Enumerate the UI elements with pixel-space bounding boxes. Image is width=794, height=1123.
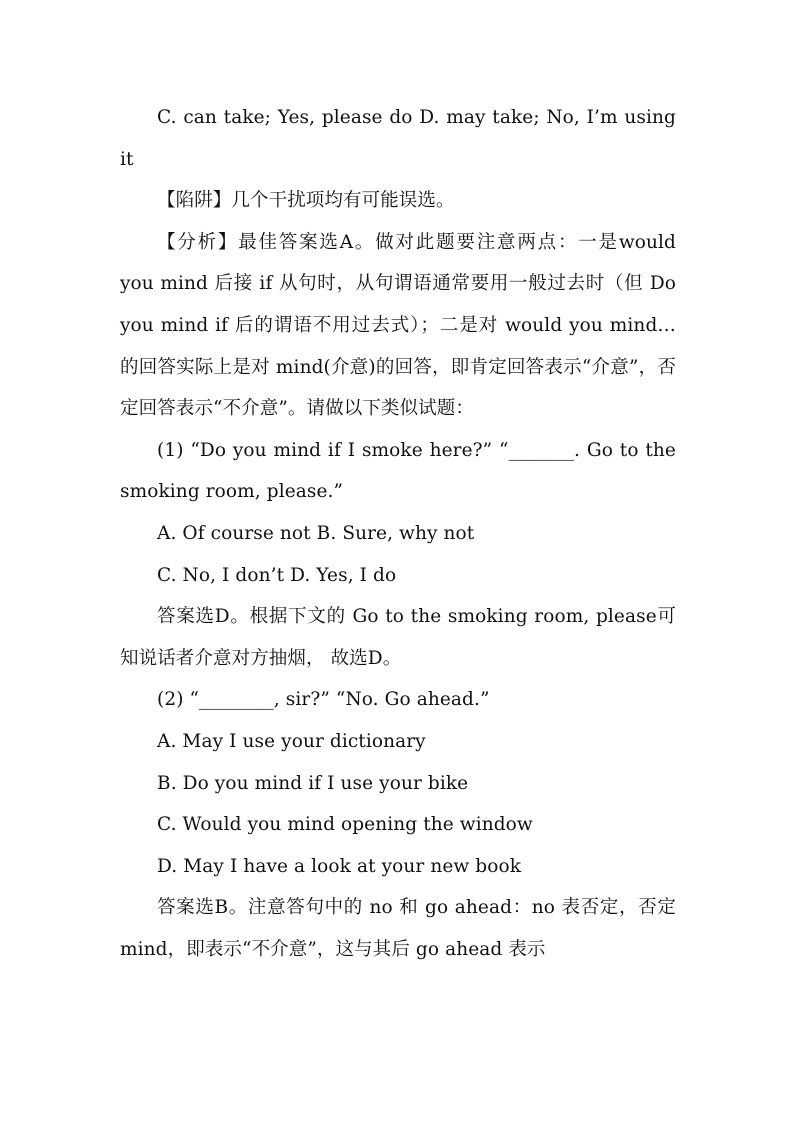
analysis-paragraph: 【分析】最佳答案选A。做对此题要注意两点：一是would you mind 后接 if 从句时，从句谓语通常要用一般过去时（但 Do you mind if 后的谓语不用过去式）；二是对 would you mind… 的回答实际上是对 mind(介意)的回答，即肯定回答表示“介意”，否定回答表示“不介意”。请做以下类似试题：	[120, 231, 676, 420]
exercise-2-option-b: B. Do you mind if I use your bike	[157, 772, 469, 794]
exercise-2-option-c: C. Would you mind opening the window	[157, 814, 533, 836]
exercise-2-question: (2) “________, sir?” “No. Go ahead.”	[157, 689, 490, 711]
exercise-1-answer: 答案选D。根据下文的 Go to the smoking room, please可知说话者介意对方抽烟， 故选D。	[120, 606, 676, 669]
exercise-2-answer: 答案选B。注意答句中的 no 和 go ahead：no 表否定，否定 mind，即表示“不介意”，这与其后 go ahead 表示	[120, 897, 676, 960]
option-line-cd: C. can take; Yes, please do D. may take; No, I’m using it	[120, 107, 676, 170]
document-body	[120, 97, 676, 970]
exercise-2-option-d: D. May I have a look at your new book	[157, 855, 522, 877]
exercise-2-option-a: A. May I use your dictionary	[157, 730, 426, 752]
exercise-1-question: (1) “Do you mind if I smoke here?” “_______. Go to the smoking room, please.”	[120, 439, 676, 503]
trap-paragraph: 【陷阱】几个干扰项均有可能误选。	[157, 190, 455, 212]
exercise-1-options-ab: A. Of course not B. Sure, why not	[157, 522, 475, 544]
exercise-1-options-cd: C. No, I don’t D. Yes, I do	[157, 564, 397, 586]
